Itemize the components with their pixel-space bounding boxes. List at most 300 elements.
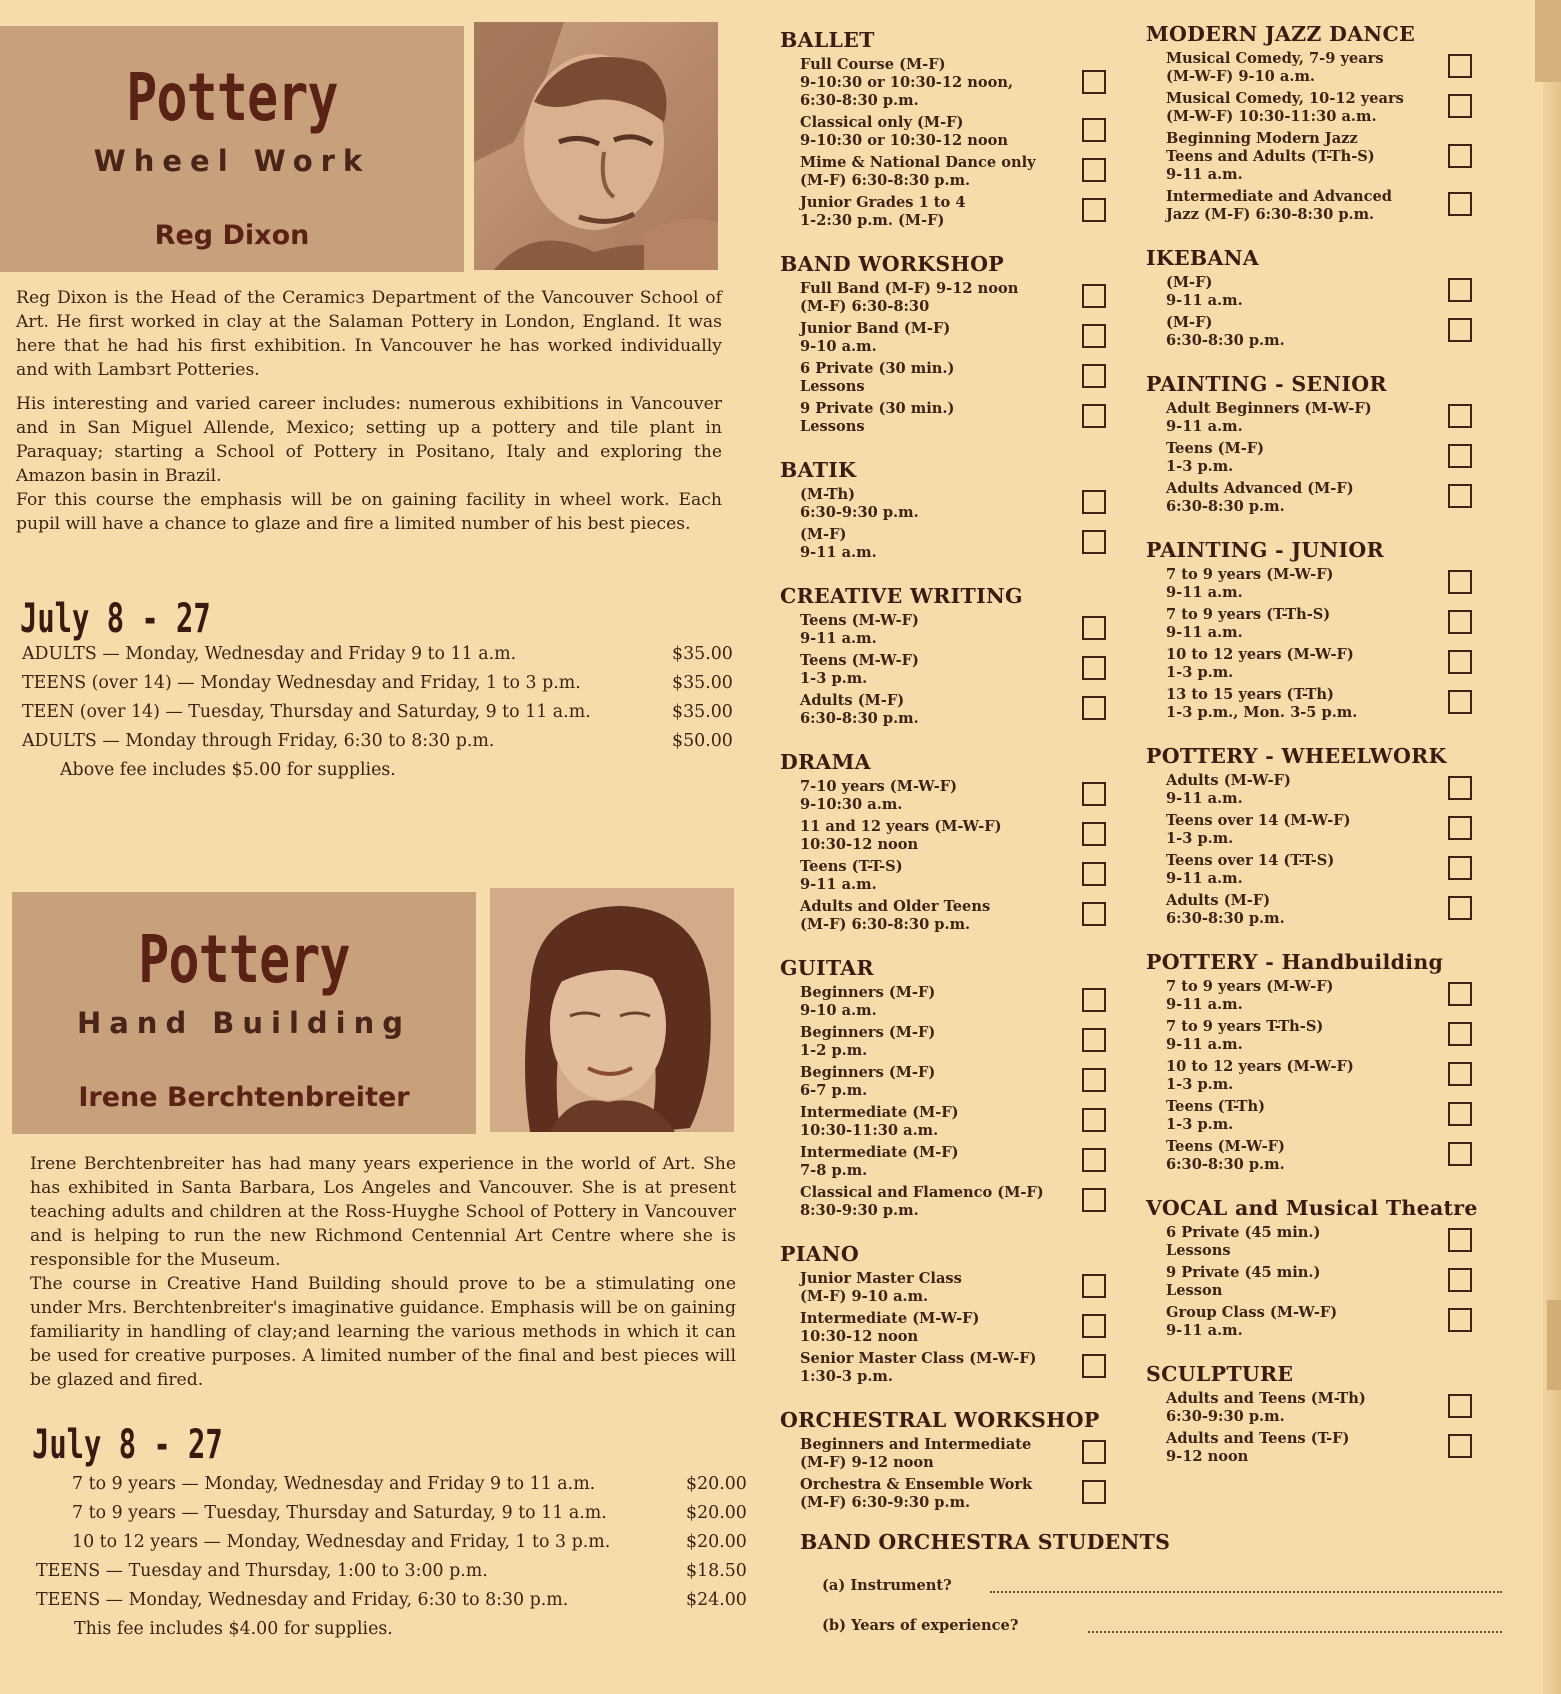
course-option-line: 7-8 p.m.: [800, 1162, 868, 1179]
course-checkbox[interactable]: [1448, 610, 1472, 634]
fee-price: $20.00: [686, 1503, 747, 1523]
section-title: PAINTING - JUNIOR: [1146, 538, 1384, 562]
course-option-line: 11 and 12 years (M-W-F): [800, 818, 1002, 835]
course-option-line: Lessons: [800, 378, 865, 395]
course-option: [1146, 400, 1498, 436]
course-option: [1146, 440, 1498, 476]
course-option: [1146, 686, 1498, 722]
fee-description: TEENS (over 14) — Monday Wednesday and Friday, 1 to 3 p.m.: [22, 673, 581, 693]
fee-row: [22, 731, 732, 760]
course-checkbox[interactable]: [1082, 862, 1106, 886]
course-option: [780, 1024, 1120, 1060]
fee-description: TEEN (over 14) — Tuesday, Thursday and Saturday, 9 to 11 a.m.: [22, 702, 591, 722]
course-option-line: 10 to 12 years (M-W-F): [1166, 646, 1354, 663]
course-option: [780, 486, 1120, 522]
course-option: [780, 1350, 1120, 1386]
course-option: [780, 526, 1120, 562]
course-checkbox[interactable]: [1448, 278, 1472, 302]
course-option-line: Intermediate (M-F): [800, 1144, 959, 1161]
course-checkbox[interactable]: [1082, 656, 1106, 680]
course-option: [780, 652, 1120, 688]
course-option-line: 1-2 p.m.: [800, 1042, 868, 1059]
fee-row: [36, 1503, 746, 1532]
course-checkbox[interactable]: [1448, 816, 1472, 840]
course-option: [1146, 646, 1498, 682]
course-option-line: 1-3 p.m., Mon. 3-5 p.m.: [1166, 704, 1358, 721]
course-option: [1146, 1098, 1498, 1134]
course-option-line: Group Class (M-W-F): [1166, 1304, 1338, 1321]
course-option: [780, 1104, 1120, 1140]
course-option-line: 1:30-3 p.m.: [800, 1368, 893, 1385]
course-option-line: 10:30-12 noon: [800, 1328, 919, 1345]
course-option: [1146, 1430, 1498, 1466]
course-option: [780, 984, 1120, 1020]
section-batik: [780, 458, 1120, 562]
course-option: [780, 1310, 1120, 1346]
course-option: [1146, 852, 1498, 888]
section-pottery-handbuilding: [1146, 950, 1498, 1174]
course-option-line: Lessons: [800, 418, 865, 435]
course-option-line: 8:30-9:30 p.m.: [800, 1202, 919, 1219]
section-modern-jazz-dance: [1146, 22, 1498, 224]
course-option: [1146, 606, 1498, 642]
course-option: [780, 320, 1120, 356]
course-checkbox[interactable]: [1082, 822, 1106, 846]
instrument-label: (a) Instrument?: [822, 1577, 952, 1594]
course-option-line: Adult Beginners (M-W-F): [1166, 400, 1372, 417]
course-checkbox[interactable]: [1082, 1354, 1106, 1378]
course-checkbox[interactable]: [1082, 988, 1106, 1012]
course-option-line: 9-10 a.m.: [800, 338, 877, 355]
course-option-line: 9-11 a.m.: [1166, 1322, 1243, 1339]
section-ikebana: [1146, 246, 1498, 350]
course-checkbox[interactable]: [1448, 192, 1472, 216]
course-option-line: 7 to 9 years (T-Th-S): [1166, 606, 1331, 623]
course-option-line: Teens and Adults (T-Th-S): [1166, 148, 1375, 165]
course-option-line: 10:30-11:30 a.m.: [800, 1122, 939, 1139]
fee-description: 10 to 12 years — Monday, Wednesday and Friday, 1 to 3 p.m.: [72, 1532, 611, 1552]
course-checkbox[interactable]: [1448, 856, 1472, 880]
course-option: [1146, 1390, 1498, 1426]
course-checkbox[interactable]: [1082, 70, 1106, 94]
course-option-line: 9-11 a.m.: [1166, 624, 1243, 641]
section-title: ORCHESTRAL WORKSHOP: [780, 1408, 1100, 1432]
course-checkbox[interactable]: [1082, 284, 1106, 308]
course-option-line: (M-W-F) 9-10 a.m.: [1166, 68, 1315, 85]
fee-description: TEENS — Monday, Wednesday and Friday, 6:30 to 8:30 p.m.: [36, 1590, 569, 1610]
course-option: [780, 1270, 1120, 1306]
course-option-line: 1-3 p.m.: [1166, 1076, 1234, 1093]
course-option-line: 9-11 a.m.: [800, 630, 877, 647]
course-option-line: (M-F) 6:30-8:30: [800, 298, 930, 315]
course-option-line: Beginners (M-F): [800, 1024, 936, 1041]
wheel-dates: July 8 - 27: [20, 596, 211, 642]
wheel-instructor: Reg Dixon: [154, 220, 310, 251]
course-option-line: Intermediate (M-W-F): [800, 1310, 980, 1327]
course-option: [780, 1184, 1120, 1220]
course-option: [1146, 130, 1498, 184]
course-option: [1146, 1058, 1498, 1094]
course-checkbox[interactable]: [1082, 198, 1106, 222]
course-option-line: Adults and Teens (M-Th): [1166, 1390, 1366, 1407]
course-option-line: 9-11 a.m.: [1166, 1036, 1243, 1053]
fee-price: $35.00: [672, 644, 733, 664]
section-title: VOCAL and Musical Theatre: [1146, 1196, 1478, 1220]
course-option-line: 13 to 15 years (T-Th): [1166, 686, 1334, 703]
fee-price: $20.00: [686, 1532, 747, 1552]
hand-instructor: Irene Berchtenbreiter: [78, 1082, 410, 1113]
course-option: [1146, 566, 1498, 602]
course-checkbox[interactable]: [1082, 616, 1106, 640]
section-drama: [780, 750, 1120, 934]
course-column-a: [780, 28, 1120, 1516]
course-checkbox[interactable]: [1448, 1142, 1472, 1166]
course-option-line: 6 Private (30 min.): [800, 360, 955, 377]
course-option: [780, 194, 1120, 230]
course-option-line: (M-F): [1166, 274, 1213, 291]
course-option: [1146, 274, 1498, 310]
course-option-line: 9-11 a.m.: [1166, 584, 1243, 601]
course-checkbox[interactable]: [1448, 690, 1472, 714]
course-checkbox[interactable]: [1448, 1268, 1472, 1292]
course-option-line: Intermediate (M-F): [800, 1104, 959, 1121]
course-option: [1146, 480, 1498, 516]
course-option: [780, 1064, 1120, 1100]
course-option-line: (M-F) 6:30-8:30 p.m.: [800, 172, 971, 189]
course-option-line: (M-W-F) 10:30-11:30 a.m.: [1166, 108, 1377, 125]
course-option: [780, 778, 1120, 814]
course-option-line: 6:30-8:30 p.m.: [1166, 910, 1285, 927]
course-option-line: (M-F) 6:30-9:30 p.m.: [800, 1494, 971, 1511]
section-title: DRAMA: [780, 750, 871, 774]
fee-price: $35.00: [672, 702, 733, 722]
fee-price: $50.00: [672, 731, 733, 751]
course-option-line: Teens (M-F): [1166, 440, 1265, 457]
course-option: [780, 898, 1120, 934]
wheel-fee-list: [22, 644, 732, 780]
course-checkbox[interactable]: [1448, 1434, 1472, 1458]
course-option: [1146, 50, 1498, 86]
course-option-line: 9-11 a.m.: [1166, 418, 1243, 435]
course-option-line: Senior Master Class (M-W-F): [800, 1350, 1037, 1367]
course-option: [1146, 1304, 1498, 1340]
course-checkbox[interactable]: [1448, 1062, 1472, 1086]
course-checkbox[interactable]: [1082, 1188, 1106, 1212]
course-option-line: Adults and Teens (T-F): [1166, 1430, 1350, 1447]
course-option-line: Beginners (M-F): [800, 984, 936, 1001]
hand-bio-paragraph: Irene Berchtenbreiter has had many years experience in the world of Art. She has exhibited in Santa Barbara, Los Angeles and Vancouver. She is at present teaching adults and children at the Ross-Huyghe School of Pottery in Vancouver and is helping to run the new Richmond Centennial Art Centre where she is responsible for the Museum.: [30, 1154, 736, 1270]
course-option-line: 9-12 noon: [1166, 1448, 1249, 1465]
course-option-line: Junior Grades 1 to 4: [800, 194, 966, 211]
course-column-b: [1146, 22, 1498, 1470]
course-option-line: 6:30-8:30 p.m.: [800, 92, 919, 109]
course-checkbox[interactable]: [1448, 1394, 1472, 1418]
fee-row: [22, 702, 732, 731]
wheel-header: [0, 26, 464, 272]
page-edge-tab-lower: [1547, 1300, 1561, 1390]
course-option: [1146, 314, 1498, 350]
course-checkbox[interactable]: [1448, 1022, 1472, 1046]
course-option-line: Beginners (M-F): [800, 1064, 936, 1081]
band-students-title: BAND ORCHESTRA STUDENTS: [800, 1530, 1171, 1554]
course-checkbox[interactable]: [1448, 570, 1472, 594]
experience-label: (b) Years of experience?: [822, 1617, 1019, 1634]
course-option: [1146, 1224, 1498, 1260]
course-option-line: 9-11 a.m.: [1166, 870, 1243, 887]
course-option-line: Adults (M-W-F): [1166, 772, 1291, 789]
section-sculpture: [1146, 1362, 1498, 1466]
hand-dates: July 8 - 27: [32, 1422, 223, 1468]
course-option: [780, 612, 1120, 648]
section-title: IKEBANA: [1146, 246, 1260, 270]
course-option-line: (M-F) 9-10 a.m.: [800, 1288, 929, 1305]
course-option-line: (M-F) 6:30-8:30 p.m.: [800, 916, 971, 933]
course-option-line: Teens over 14 (T-T-S): [1166, 852, 1335, 869]
course-option-line: 10:30-12 noon: [800, 836, 919, 853]
section-band-workshop: [780, 252, 1120, 436]
course-checkbox[interactable]: [1448, 1308, 1472, 1332]
course-option-line: Teens (M-W-F): [800, 612, 919, 629]
course-option: [780, 400, 1120, 436]
course-option-line: 6 Private (45 min.): [1166, 1224, 1321, 1241]
course-option-line: 7-10 years (M-W-F): [800, 778, 958, 795]
course-checkbox[interactable]: [1082, 324, 1106, 348]
course-checkbox[interactable]: [1082, 1480, 1106, 1504]
experience-input[interactable]: [1088, 1631, 1502, 1633]
hand-subtitle: Hand Building: [76, 1006, 412, 1040]
wheel-bio-paragraph: His interesting and varied career includes: numerous exhibitions in Vancouver and in San Miguel Allende, Mexico; setting up a pottery and tile plant in Paraquay; starting a School of Pottery in Positano, Italy and exploring the Amazon basin in Brazil.: [16, 394, 722, 486]
course-option-line: 9 Private (30 min.): [800, 400, 955, 417]
section-title: MODERN JAZZ DANCE: [1146, 22, 1415, 46]
course-checkbox[interactable]: [1082, 1314, 1106, 1338]
fee-price: $24.00: [686, 1590, 747, 1610]
course-option-line: Teens (M-W-F): [1166, 1138, 1285, 1155]
course-option-line: 1-2:30 p.m. (M-F): [800, 212, 945, 229]
wheel-subtitle: Wheel Work: [93, 144, 371, 178]
course-option-line: 7 to 9 years (M-W-F): [1166, 566, 1334, 583]
fee-price: $18.50: [686, 1561, 747, 1581]
course-option: [780, 114, 1120, 150]
course-option-line: 1-3 p.m.: [1166, 830, 1234, 847]
course-option-line: 9-11 a.m.: [1166, 292, 1243, 309]
irene-berchtenbreiter-photo: [490, 888, 734, 1132]
course-option: [780, 818, 1120, 854]
instrument-input[interactable]: [990, 1591, 1502, 1593]
course-option-line: 6:30-8:30 p.m.: [800, 710, 919, 727]
course-checkbox[interactable]: [1448, 896, 1472, 920]
hand-bio-paragraph: The course in Creative Hand Building should prove to be a stimulating one under Mrs. Berchtenbreiter's imaginative guidance. Emphasis will be on gaining familiarity in handling of clay;and learning the various methods in which it can be used for creative purposes. A limited number of the final and best pieces will be glazed and fired.: [30, 1274, 736, 1390]
course-option-line: Classical and Flamenco (M-F): [800, 1184, 1044, 1201]
section-creative-writing: [780, 584, 1120, 728]
hand-fee-list: [36, 1474, 746, 1639]
wheel-bio-paragraph: Reg Dixon is the Head of the Ceramicз Department of the Vancouver School of Art. He first worked in clay at the Salaman Pottery in London, England. It was here that he had his first exhibition. In Vancouver he has worked individually and with Lambзrt Potteries.: [16, 288, 722, 380]
course-option-line: Adults (M-F): [1166, 892, 1271, 909]
course-checkbox[interactable]: [1448, 444, 1472, 468]
course-option: [1146, 1138, 1498, 1174]
section-title: POTTERY - Handbuilding: [1146, 950, 1444, 974]
course-option-line: Musical Comedy, 10-12 years: [1166, 90, 1404, 107]
course-option-line: 9-11 a.m.: [1166, 166, 1243, 183]
course-checkbox[interactable]: [1448, 318, 1472, 342]
section-painting-senior: [1146, 372, 1498, 516]
course-option-line: 1-3 p.m.: [1166, 1116, 1234, 1133]
course-option-line: Junior Master Class: [800, 1270, 962, 1287]
fee-description: TEENS — Tuesday and Thursday, 1:00 to 3:00 p.m.: [36, 1561, 488, 1581]
course-checkbox[interactable]: [1448, 484, 1472, 508]
course-checkbox[interactable]: [1448, 650, 1472, 674]
course-option-line: 1-3 p.m.: [800, 670, 868, 687]
hand-header: [12, 892, 476, 1134]
course-option-line: Teens over 14 (M-W-F): [1166, 812, 1351, 829]
course-option-line: Teens (T-Th): [1166, 1098, 1266, 1115]
course-option-line: 9 Private (45 min.): [1166, 1264, 1321, 1281]
course-option-line: Jazz (M-F) 6:30-8:30 p.m.: [1166, 206, 1375, 223]
course-option-line: (M-F) 9-12 noon: [800, 1454, 934, 1471]
course-option-line: (M-F): [1166, 314, 1213, 331]
course-option-line: Teens (M-W-F): [800, 652, 919, 669]
course-option-line: 7 to 9 years (M-W-F): [1166, 978, 1334, 995]
page-edge: [1543, 0, 1561, 1694]
course-option-line: 1-3 p.m.: [1166, 664, 1234, 681]
course-checkbox[interactable]: [1448, 982, 1472, 1006]
course-checkbox[interactable]: [1448, 54, 1472, 78]
course-checkbox[interactable]: [1082, 1440, 1106, 1464]
fee-price: $35.00: [672, 673, 733, 693]
course-option: [780, 858, 1120, 894]
course-option-line: (M-Th): [800, 486, 856, 503]
fee-description: 7 to 9 years — Monday, Wednesday and Friday 9 to 11 a.m.: [72, 1474, 596, 1494]
course-option-line: Beginners and Intermediate: [800, 1436, 1032, 1453]
course-checkbox[interactable]: [1082, 1108, 1106, 1132]
course-option: [780, 1436, 1120, 1472]
course-checkbox[interactable]: [1082, 158, 1106, 182]
course-option-line: 9-11 a.m.: [800, 876, 877, 893]
course-checkbox[interactable]: [1448, 144, 1472, 168]
course-option-line: Lessons: [1166, 1242, 1231, 1259]
fee-row: [22, 673, 732, 702]
wheel-fee-note: Above fee includes $5.00 for supplies.: [60, 760, 396, 780]
course-option-line: 7 to 9 years T-Th-S): [1166, 1018, 1324, 1035]
course-option-line: 9-11 a.m.: [1166, 790, 1243, 807]
course-checkbox[interactable]: [1082, 1274, 1106, 1298]
course-checkbox[interactable]: [1082, 364, 1106, 388]
section-piano: [780, 1242, 1120, 1386]
course-option-line: Full Band (M-F) 9-12 noon: [800, 280, 1019, 297]
section-pottery-wheelwork: [1146, 744, 1498, 928]
course-option-line: Classical only (M-F): [800, 114, 964, 131]
course-checkbox[interactable]: [1082, 490, 1106, 514]
section-title: BATIK: [780, 458, 857, 482]
course-option-line: 6:30-9:30 p.m.: [800, 504, 919, 521]
fee-row: [36, 1474, 746, 1503]
course-option: [780, 360, 1120, 396]
course-checkbox[interactable]: [1082, 404, 1106, 428]
course-option-line: Beginning Modern Jazz: [1166, 130, 1358, 147]
course-option-line: 9-10 a.m.: [800, 1002, 877, 1019]
course-option-line: 6:30-8:30 p.m.: [1166, 332, 1285, 349]
course-option-line: Adults and Older Teens: [800, 898, 991, 915]
course-option: [1146, 1264, 1498, 1300]
course-checkbox[interactable]: [1448, 1102, 1472, 1126]
course-option: [1146, 188, 1498, 224]
course-option: [1146, 1018, 1498, 1054]
section-title: BAND WORKSHOP: [780, 252, 1004, 276]
fee-description: ADULTS — Monday through Friday, 6:30 to 8:30 p.m.: [22, 731, 495, 751]
course-option-line: Adults Advanced (M-F): [1166, 480, 1354, 497]
course-option-line: Lesson: [1166, 1282, 1223, 1299]
course-option-line: (M-F): [800, 526, 847, 543]
course-option: [1146, 892, 1498, 928]
fee-price: $20.00: [686, 1474, 747, 1494]
fee-row: [36, 1532, 746, 1561]
course-option-line: Mime & National Dance only: [800, 154, 1036, 171]
course-option-line: Adults (M-F): [800, 692, 905, 709]
course-option: [780, 154, 1120, 190]
course-option-line: Intermediate and Advanced: [1166, 188, 1392, 205]
section-title: BALLET: [780, 28, 875, 52]
course-checkbox[interactable]: [1082, 782, 1106, 806]
hand-title: Pottery: [138, 921, 350, 998]
course-checkbox[interactable]: [1082, 902, 1106, 926]
fee-description: ADULTS — Monday, Wednesday and Friday 9 to 11 a.m.: [22, 644, 517, 664]
fee-row: [36, 1590, 746, 1619]
hand-fee-note: This fee includes $4.00 for supplies.: [74, 1619, 393, 1639]
course-option-line: Full Course (M-F): [800, 56, 946, 73]
section-title: PIANO: [780, 1242, 860, 1266]
fee-row: [22, 644, 732, 673]
course-checkbox[interactable]: [1082, 696, 1106, 720]
course-option: [780, 280, 1120, 316]
course-checkbox[interactable]: [1448, 94, 1472, 118]
wheel-bio-paragraph: For this course the emphasis will be on gaining facility in wheel work. Each pupil will have a chance to glaze and fire a limited number of his best pieces.: [16, 490, 722, 534]
fee-row: [36, 1561, 746, 1590]
course-checkbox[interactable]: [1082, 118, 1106, 142]
course-option-line: 6:30-8:30 p.m.: [1166, 498, 1285, 515]
course-checkbox[interactable]: [1448, 776, 1472, 800]
reg-dixon-photo: [474, 22, 718, 270]
course-option-line: 1-3 p.m.: [1166, 458, 1234, 475]
course-option-line: 9-11 a.m.: [1166, 996, 1243, 1013]
section-ballet: [780, 28, 1120, 230]
course-checkbox[interactable]: [1082, 1148, 1106, 1172]
course-option-line: Teens (T-T-S): [800, 858, 903, 875]
course-option-line: Junior Band (M-F): [800, 320, 951, 337]
course-checkbox[interactable]: [1082, 530, 1106, 554]
page-edge-tab: [1535, 0, 1561, 82]
course-option: [780, 692, 1120, 728]
course-option-line: 6:30-9:30 p.m.: [1166, 1408, 1285, 1425]
course-option: [780, 1144, 1120, 1180]
section-title: GUITAR: [780, 956, 874, 980]
course-option-line: 9-10:30 or 10:30-12 noon,: [800, 74, 1014, 91]
hand-bio: [30, 1152, 736, 1402]
course-checkbox[interactable]: [1448, 404, 1472, 428]
course-option-line: 6:30-8:30 p.m.: [1166, 1156, 1285, 1173]
course-option: [1146, 90, 1498, 126]
course-option-line: 10 to 12 years (M-W-F): [1166, 1058, 1354, 1075]
section-title: PAINTING - SENIOR: [1146, 372, 1387, 396]
course-option: [780, 1476, 1120, 1512]
fee-description: 7 to 9 years — Tuesday, Thursday and Saturday, 9 to 11 a.m.: [72, 1503, 607, 1523]
section-title: CREATIVE WRITING: [780, 584, 1023, 608]
course-option-line: Orchestra & Ensemble Work: [800, 1476, 1033, 1493]
section-vocal-and-musical-theatre: [1146, 1196, 1498, 1340]
course-checkbox[interactable]: [1448, 1228, 1472, 1252]
course-option-line: Musical Comedy, 7-9 years: [1166, 50, 1384, 67]
course-checkbox[interactable]: [1082, 1068, 1106, 1092]
course-checkbox[interactable]: [1082, 1028, 1106, 1052]
course-option: [1146, 772, 1498, 808]
